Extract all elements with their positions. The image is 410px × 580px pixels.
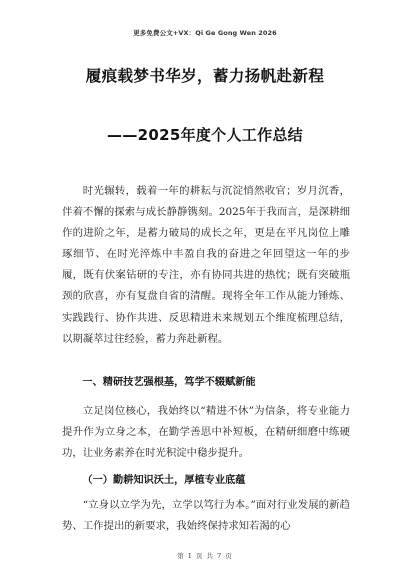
subsection-heading-1: （一）勤耕知识沃土，厚植专业底蕴 <box>82 475 246 486</box>
subsection-paragraph-1: “立身以立学为先，立学以笃行为本。”面对行业发展的新趋势、工作提出的新要求，我始终保持求知若渴的心 <box>62 499 350 533</box>
intro-paragraph: 时光辗转，载着一年的耕耘与沉淀悄然收官；岁月沉香，伴着不懈的探索与成长静静镌刻。2025年于我而言，是深耕细作的进阶之年，是蓄力破局的成长之年，更是在平凡岗位上雕琢细节、在时光淬炼中丰盈自我的奋进之年回望这一年的步履，既有伏案钻研的专注，亦有协同共进的热忱；既有突破瓶颈的欣喜，亦有复盘自省的清醒。现将全年工作从能力锤炼、实践践行、协作共进、反思精进未来规划五个维度梳理总结，以期凝萃过往经验，蓄力奔赴新程。 <box>62 185 350 345</box>
page-number-footer: 第 1 页 共 7 页 <box>177 552 233 560</box>
section-paragraph-1: 立足岗位核心，我始终以“精进不休”为信条，将专业能力提升作为立身之本，在勤学善思中补短板，在精研细磨中练硬功，让业务素养在时光积淀中稳步提升。 <box>62 405 350 460</box>
document-title: 履痕载梦书华岁，蓄力扬帆赴新程 <box>85 67 325 85</box>
document-subtitle: ——2025年度个人工作总结 <box>107 126 303 144</box>
section-heading-1: 一、精研技艺强根基，笃学不辍赋新能 <box>82 377 256 388</box>
header-note: 更多免费公文+VX：Qi Ge Gong Wen 2026 <box>133 29 277 37</box>
